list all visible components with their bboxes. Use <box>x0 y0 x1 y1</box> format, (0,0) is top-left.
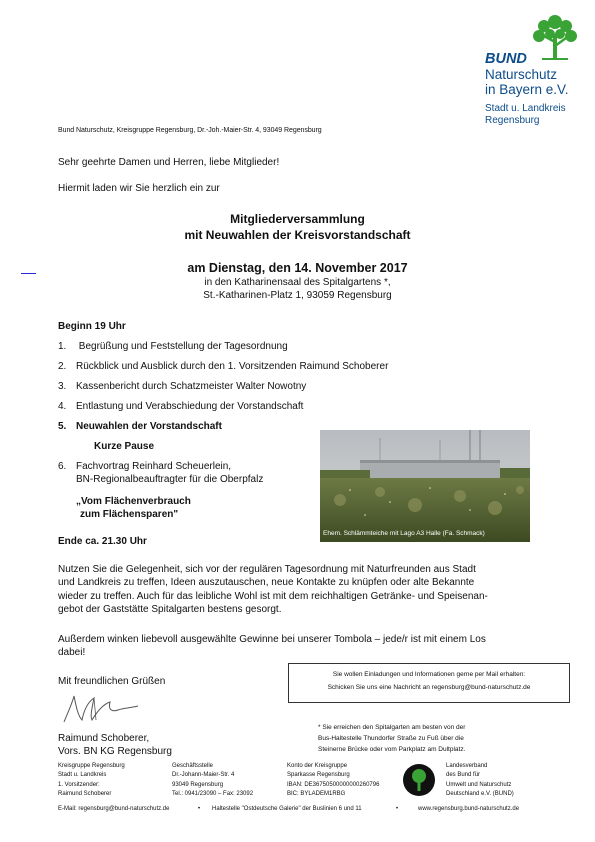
footer-bullet: • <box>396 806 399 812</box>
footer-bullet: • <box>198 806 201 812</box>
agenda-pause: Kurze Pause <box>94 441 155 452</box>
agenda-item-cont: BN-Regionalbeauftragter für die Oberpfalz <box>76 474 264 485</box>
logo-line4: Stadt u. Landkreis <box>485 103 566 114</box>
agenda-item: 6. Fachvortrag Reinhard Scheuerlein, <box>58 461 232 472</box>
agenda-item: 1. Begrüßung und Feststellung der Tagesordnung <box>58 341 288 352</box>
event-venue <box>0 276 595 302</box>
event-date: am Dienstag, den 14. November 2017 <box>187 261 408 275</box>
event-title <box>0 211 595 243</box>
closing: Mit freundlichen Grüßen <box>58 676 166 687</box>
venue-line2: St.-Katharinen-Platz 1, 93059 Regensburg <box>203 290 392 301</box>
footer-kreisgruppe: Kreisgruppe Regensburg Stadt u. Landkreis 1. Vorsitzender: Raimund Schoberer <box>58 763 125 797</box>
logo-line3: in Bayern e.V. <box>485 82 569 97</box>
agenda-item: 5. Neuwahlen der Vorstandschaft <box>58 421 222 432</box>
footer-web: www.regensburg.bund-naturschutz.de <box>418 806 520 812</box>
start-time: Beginn 19 Uhr <box>58 321 126 332</box>
directions-footnote: * Sie erreichen den Spitalgarten am besten von der Bus-Haltestelle Thundorfer Straße zu Fuß über die Steinerne Brücke oder vom Parkplatz am Dultplatz. <box>318 724 466 753</box>
logo-line2: Naturschutz <box>485 67 558 82</box>
tombola-paragraph: Außerdem winken liebevoll ausgewählte Gewinne bei unserer Tombola – jede/r ist mit einem Los dabei! <box>58 634 486 659</box>
footer-bank: Konto der Kreisgruppe Sparkasse Regensburg IBAN: DE36750500000000260796 BIC: BYLADEM1RBG <box>287 763 380 797</box>
sender-address: Bund Naturschutz, Kreisgruppe Regensburg, Dr.-Joh.-Maier-Str. 4, 93049 Regensburg <box>58 127 322 134</box>
agenda-item: 2. Rückblick und Ausblick durch den 1. Vorsitzenden Raimund Schoberer <box>58 361 389 372</box>
intro-text: Hiermit laden wir Sie herzlich ein zur <box>58 183 220 194</box>
title-line2: mit Neuwahlen der Kreisvorstandschaft <box>184 228 411 242</box>
landscape-photo <box>320 430 530 542</box>
end-time: Ende ca. 21.30 Uhr <box>58 536 147 547</box>
footer-office: Geschäftsstelle Dr.-Johann-Maier-Str. 4 93049 Regensburg Tel.: 0941/23090 – Fax: 23092 <box>172 763 254 797</box>
signer-role: Vors. BN KG Regensburg <box>58 746 172 757</box>
logo-line5: Regensburg <box>485 115 540 126</box>
talk-title-line2: zum Flächensparen" <box>80 509 179 520</box>
signature <box>60 690 160 728</box>
agenda-item: 3. Kassenbericht durch Schatzmeister Walter Nowotny <box>58 381 307 392</box>
footer-bus: Haltestelle "Ostdeutsche Galerie" der Buslinien 6 und 11 <box>212 806 362 812</box>
photo-caption: Ehem. Schlämmteiche mit Lago A3 Halle (Fa. Schmack) <box>323 530 485 537</box>
bund-circle-logo-icon <box>402 763 436 797</box>
signer-name: Raimund Schoberer, <box>58 733 150 744</box>
footer-landesverband: Landesverband des Bund für Umwelt und Naturschutz Deutschland e.V. (BUND) <box>446 763 514 797</box>
mail-subscribe-box: Sie wollen Einladungen und Informationen gerne per Mail erhalten: Schicken Sie uns eine Nachricht an regensburg@bund-naturschutz.de <box>288 663 570 703</box>
signer-block <box>58 732 172 758</box>
talk-title-line1: „Vom Flächenverbrauch <box>76 496 191 507</box>
salutation: Sehr geehrte Damen und Herren, liebe Mitglieder! <box>58 157 280 168</box>
logo-line1: BUND <box>485 51 527 67</box>
venue-line1: in den Katharinensaal des Spitalgartens *, <box>204 277 391 288</box>
invitation-paragraph: Nutzen Sie die Gelegenheit, sich vor der regulären Tagesordnung mit Naturfreunden aus Stadt und Landkreis zu treffen, Ideen auszutauschen, neue Kontakte zu knüpfen oder alte Bekannte wieder zu treffen. Auch für das leibliche Wohl ist mit dem reichhaltigen Getränke- und Speisenan- gebot der Gaststätte Spitalgarten bestens gesorgt. <box>58 564 488 615</box>
footer-email: E-Mail: regensburg@bund-naturschutz.de <box>58 806 170 812</box>
title-line1: Mitgliederversammlung <box>230 212 365 226</box>
bund-logo-text <box>485 52 590 127</box>
agenda-item: 4. Entlastung und Verabschiedung der Vorstandschaft <box>58 401 304 412</box>
